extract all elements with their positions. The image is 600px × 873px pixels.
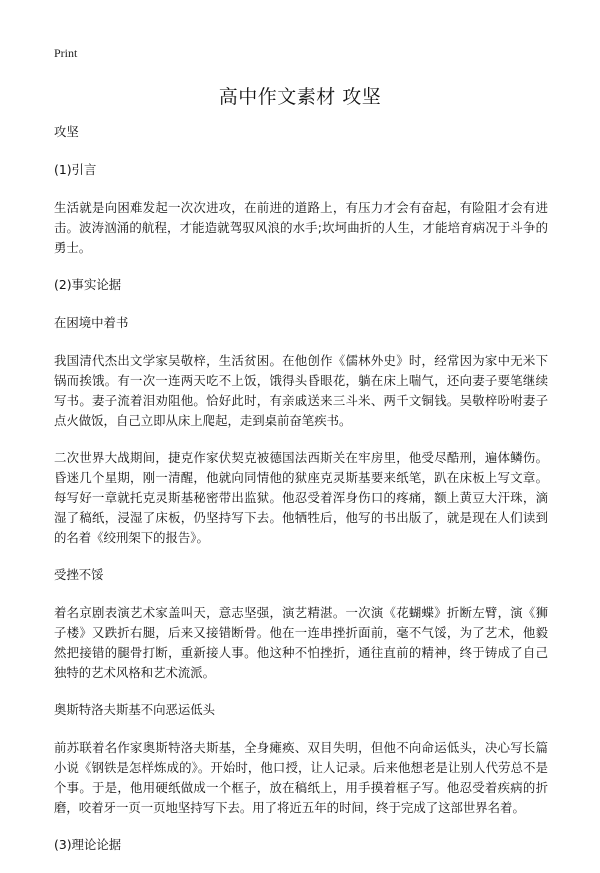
page-title: 高中作文素材 攻坚: [218, 86, 382, 108]
paragraph-fucik: 二次世界大战期间，捷克作家伏契克被德国法西斯关在牢房里，他受尽酷刑，遍体鳞伤。昏迷几个星期，刚一清醒，他就向同情他的狱座克灵斯基要来纸笔，趴在床板上写文章。每写好一章就托克灵斯基秘密带出监狱。他忍受着浑身伤口的疼痛，额上黄豆大汗珠，滴湿了稿纸，浸湿了床板，仍坚持写下去。他牺牲后，他写的书出版了，就是现在人们读到的名着《绞刑架下的报告》。: [54, 450, 548, 545]
section-heading-topic: 攻坚: [54, 124, 79, 139]
subheading-undaunted: 受挫不馁: [54, 567, 104, 582]
section-heading-theory: (3)理论论据: [54, 837, 122, 852]
subheading-writing-in-hardship: 在困境中着书: [54, 315, 129, 330]
paragraph-ostrovsky: 前苏联着名作家奥斯特洛夫斯基，全身瘫痪、双目失明，但他不向命运低头，决心写长篇小说《钢铁是怎样炼成的》。开始时，他口授，让人记录。后来他想老是让别人代劳总不是个事。于是，他用硬纸做成一个框子，放在稿纸上，用手摸着框子写。他忍受着疾病的折磨，咬着牙一页一页地坚持写下去。用了将近五年的时间，终于完成了这部世界名着。: [54, 740, 548, 815]
article-body: [54, 122, 548, 873]
section-heading-intro: (1)引言: [54, 162, 97, 177]
paragraph-gai-jiaotian: 着名京剧表演艺术家盖叫天，意志坚强，演艺精湛。一次演《花蝴蝶》折断左臂，演《狮子楼》又跌折右腿，后来又接错断骨。他在一连串挫折面前，毫不气馁，为了艺术，他毅然把接错的腿骨打断，重新接人事。他这种不怕挫折，通往直前的精神，终于铸成了自己独特的艺术风格和艺术流派。: [54, 605, 548, 680]
paragraph-wu-jingzi: 我国清代杰出文学家吴敬梓，生活贫困。在他创作《儒林外史》时，经常因为家中无米下锅而挨饿。有一次一连两天吃不上饭，饿得头昏眼花，躺在床上喘气，还向妻子要笔继续写书。妻子流着泪劝阻他。恰好此时，有亲戚送来三斗米、两千文铜钱。吴敬梓吩咐妻子点火做饭，自己立即从床上爬起，走到桌前奋笔疾书。: [54, 353, 548, 428]
subheading-ostrovsky: 奥斯特洛夫斯基不向恶运低头: [54, 702, 216, 717]
print-link[interactable]: Print: [54, 46, 78, 60]
section-heading-facts: (2)事实论据: [54, 277, 122, 292]
paragraph-intro: 生活就是向困难发起一次次进攻，在前进的道路上，有压力才会有奋起，有险阻才会有进击。波涛汹涌的航程，才能造就驾驭风浪的水手;坎坷曲折的人生，才能培育病况于斗争的勇士。: [54, 200, 548, 255]
